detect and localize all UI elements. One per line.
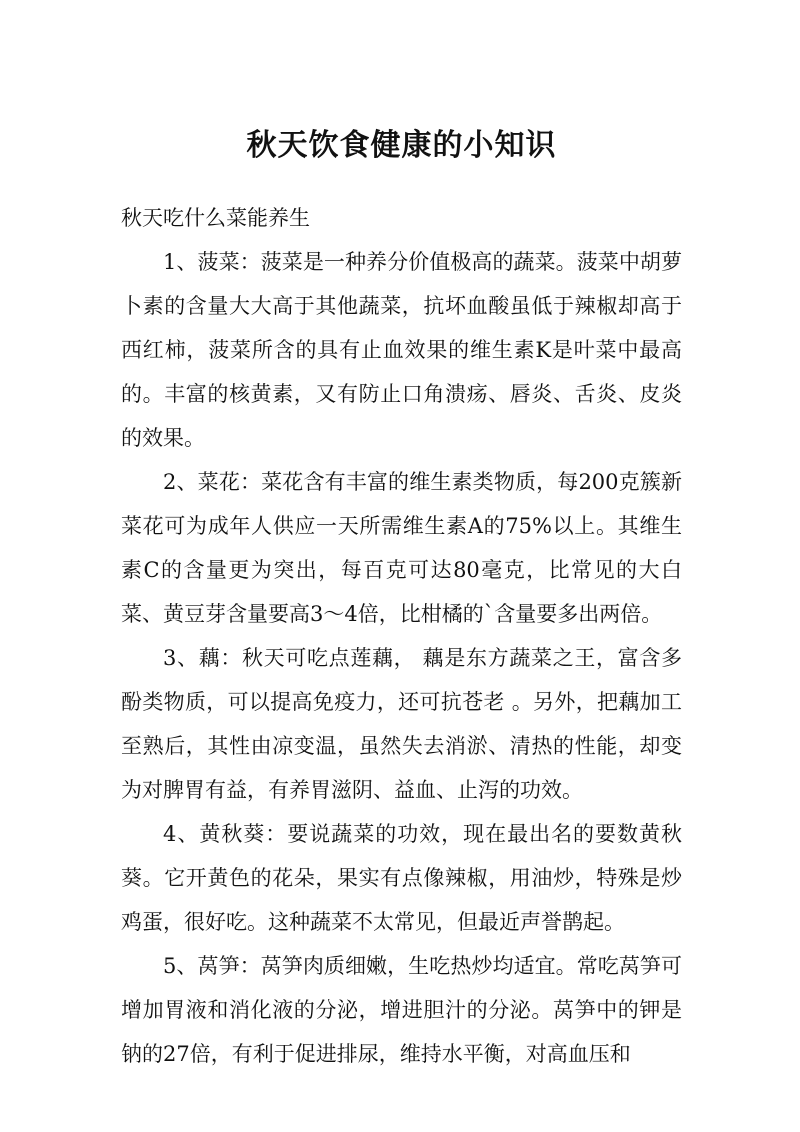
paragraph-lettuce: 5、莴笋：莴笋肉质细嫩，生吃热炒均适宜。常吃莴笋可增加胃液和消化液的分泌，增进胆汁的分泌。莴笋中的钾是钠的27倍，有利于促进排尿，维持水平衡，对高血压和 <box>121 954 682 1066</box>
paragraph-lotus-root: 3、藕：秋天可吃点莲藕， 藕是东方蔬菜之王，富含多酚类物质，可以提高免疫力，还可抗苍老 。另外，把藕加工至熟后，其性由凉变温，虽然失去消淤、清热的性能，却变为对脾胃有益，有养胃滋阴、益血、止泻的功效。 <box>121 646 682 802</box>
paragraph-okra: 4、黄秋葵：要说蔬菜的功效，现在最出名的要数黄秋葵。它开黄色的花朵，果实有点像辣椒，用油炒，特殊是炒鸡蛋，很好吃。这种蔬菜不太常见，但最近声誉鹊起。 <box>121 822 682 934</box>
paragraph-spinach: 1、菠菜：菠菜是一种养分价值极高的蔬菜。菠菜中胡萝卜素的含量大大高于其他蔬菜，抗坏血酸虽低于辣椒却高于西红柿，菠菜所含的具有止血效果的维生素K是叶菜中最高的。丰富的核黄素，又有防止口角溃疡、唇炎、舌炎、皮炎的效果。 <box>121 250 682 450</box>
document-title: 秋天饮食健康的小知识 <box>246 128 557 163</box>
paragraph-cauliflower: 2、菜花：菜花含有丰富的维生素类物质，每200克簇新菜花可为成年人供应一天所需维生素A的75%以上。其维生素C的含量更为突出，每百克可达80毫克，比常见的大白菜、黄豆芽含量要高3～4倍，比柑橘的`含量要多出两倍。 <box>121 470 682 626</box>
section-subtitle: 秋天吃什么菜能养生 <box>121 206 310 230</box>
